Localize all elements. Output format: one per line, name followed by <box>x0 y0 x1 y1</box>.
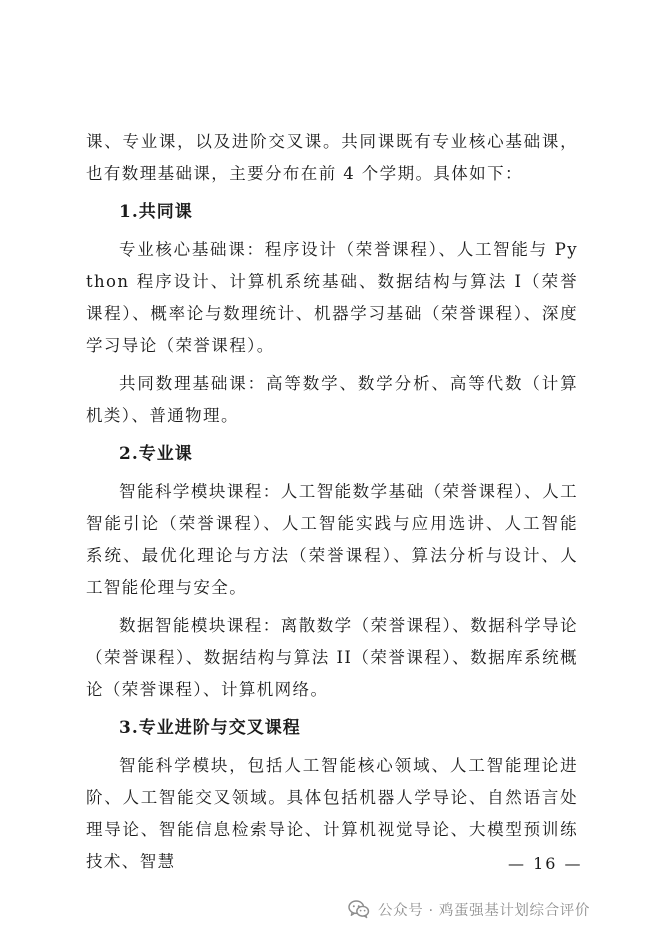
section-heading-advanced-cross-courses: 3.专业进阶与交叉课程 <box>119 718 301 738</box>
paragraph-intro-continued: 课、专业课，以及进阶交叉课。共同课既有专业核心基础课，也有数理基础课，主要分布在前 4 个学期。具体如下： <box>86 132 578 183</box>
wechat-icon <box>348 899 370 919</box>
document-body <box>86 126 578 884</box>
paragraph-core-foundation-courses: 专业核心基础课：程序设计（荣誉课程）、人工智能与 Python 程序设计、计算机系统基础、数据结构与算法 I（荣誉课程）、概率论与数理统计、机器学习基础（荣誉课程）、深度学习导论（荣誉课程）。 <box>86 240 578 355</box>
section-heading-major-courses: 2.专业课 <box>119 444 193 464</box>
paragraph-math-physics-foundation-courses: 共同数理基础课：高等数学、数学分析、高等代数（计算机类）、普通物理。 <box>86 374 578 425</box>
page-number: — 16 — <box>508 854 583 873</box>
section-heading-common-courses: 1.共同课 <box>119 202 193 222</box>
watermark-text: 公众号 · 鸡蛋强基计划综合评价 <box>378 902 590 919</box>
watermark <box>348 897 590 921</box>
paragraph-intelligent-science-module: 智能科学模块课程：人工智能数学基础（荣誉课程）、人工智能引论（荣誉课程）、人工智能实践与应用选讲、人工智能系统、最优化理论与方法（荣誉课程）、算法分析与设计、人工智能伦理与安全。 <box>86 482 578 597</box>
paragraph-data-intelligence-module: 数据智能模块课程：离散数学（荣誉课程）、数据科学导论（荣誉课程）、数据结构与算法 II（荣誉课程）、数据库系统概论（荣誉课程）、计算机网络。 <box>86 616 578 699</box>
paragraph-intelligent-science-advanced: 智能科学模块，包括人工智能核心领域、人工智能理论进阶、人工智能交叉领域。具体包括机器人学导论、自然语言处理导论、智能信息检索导论、计算机视觉导论、大模型预训练技术、智慧 <box>86 756 578 871</box>
